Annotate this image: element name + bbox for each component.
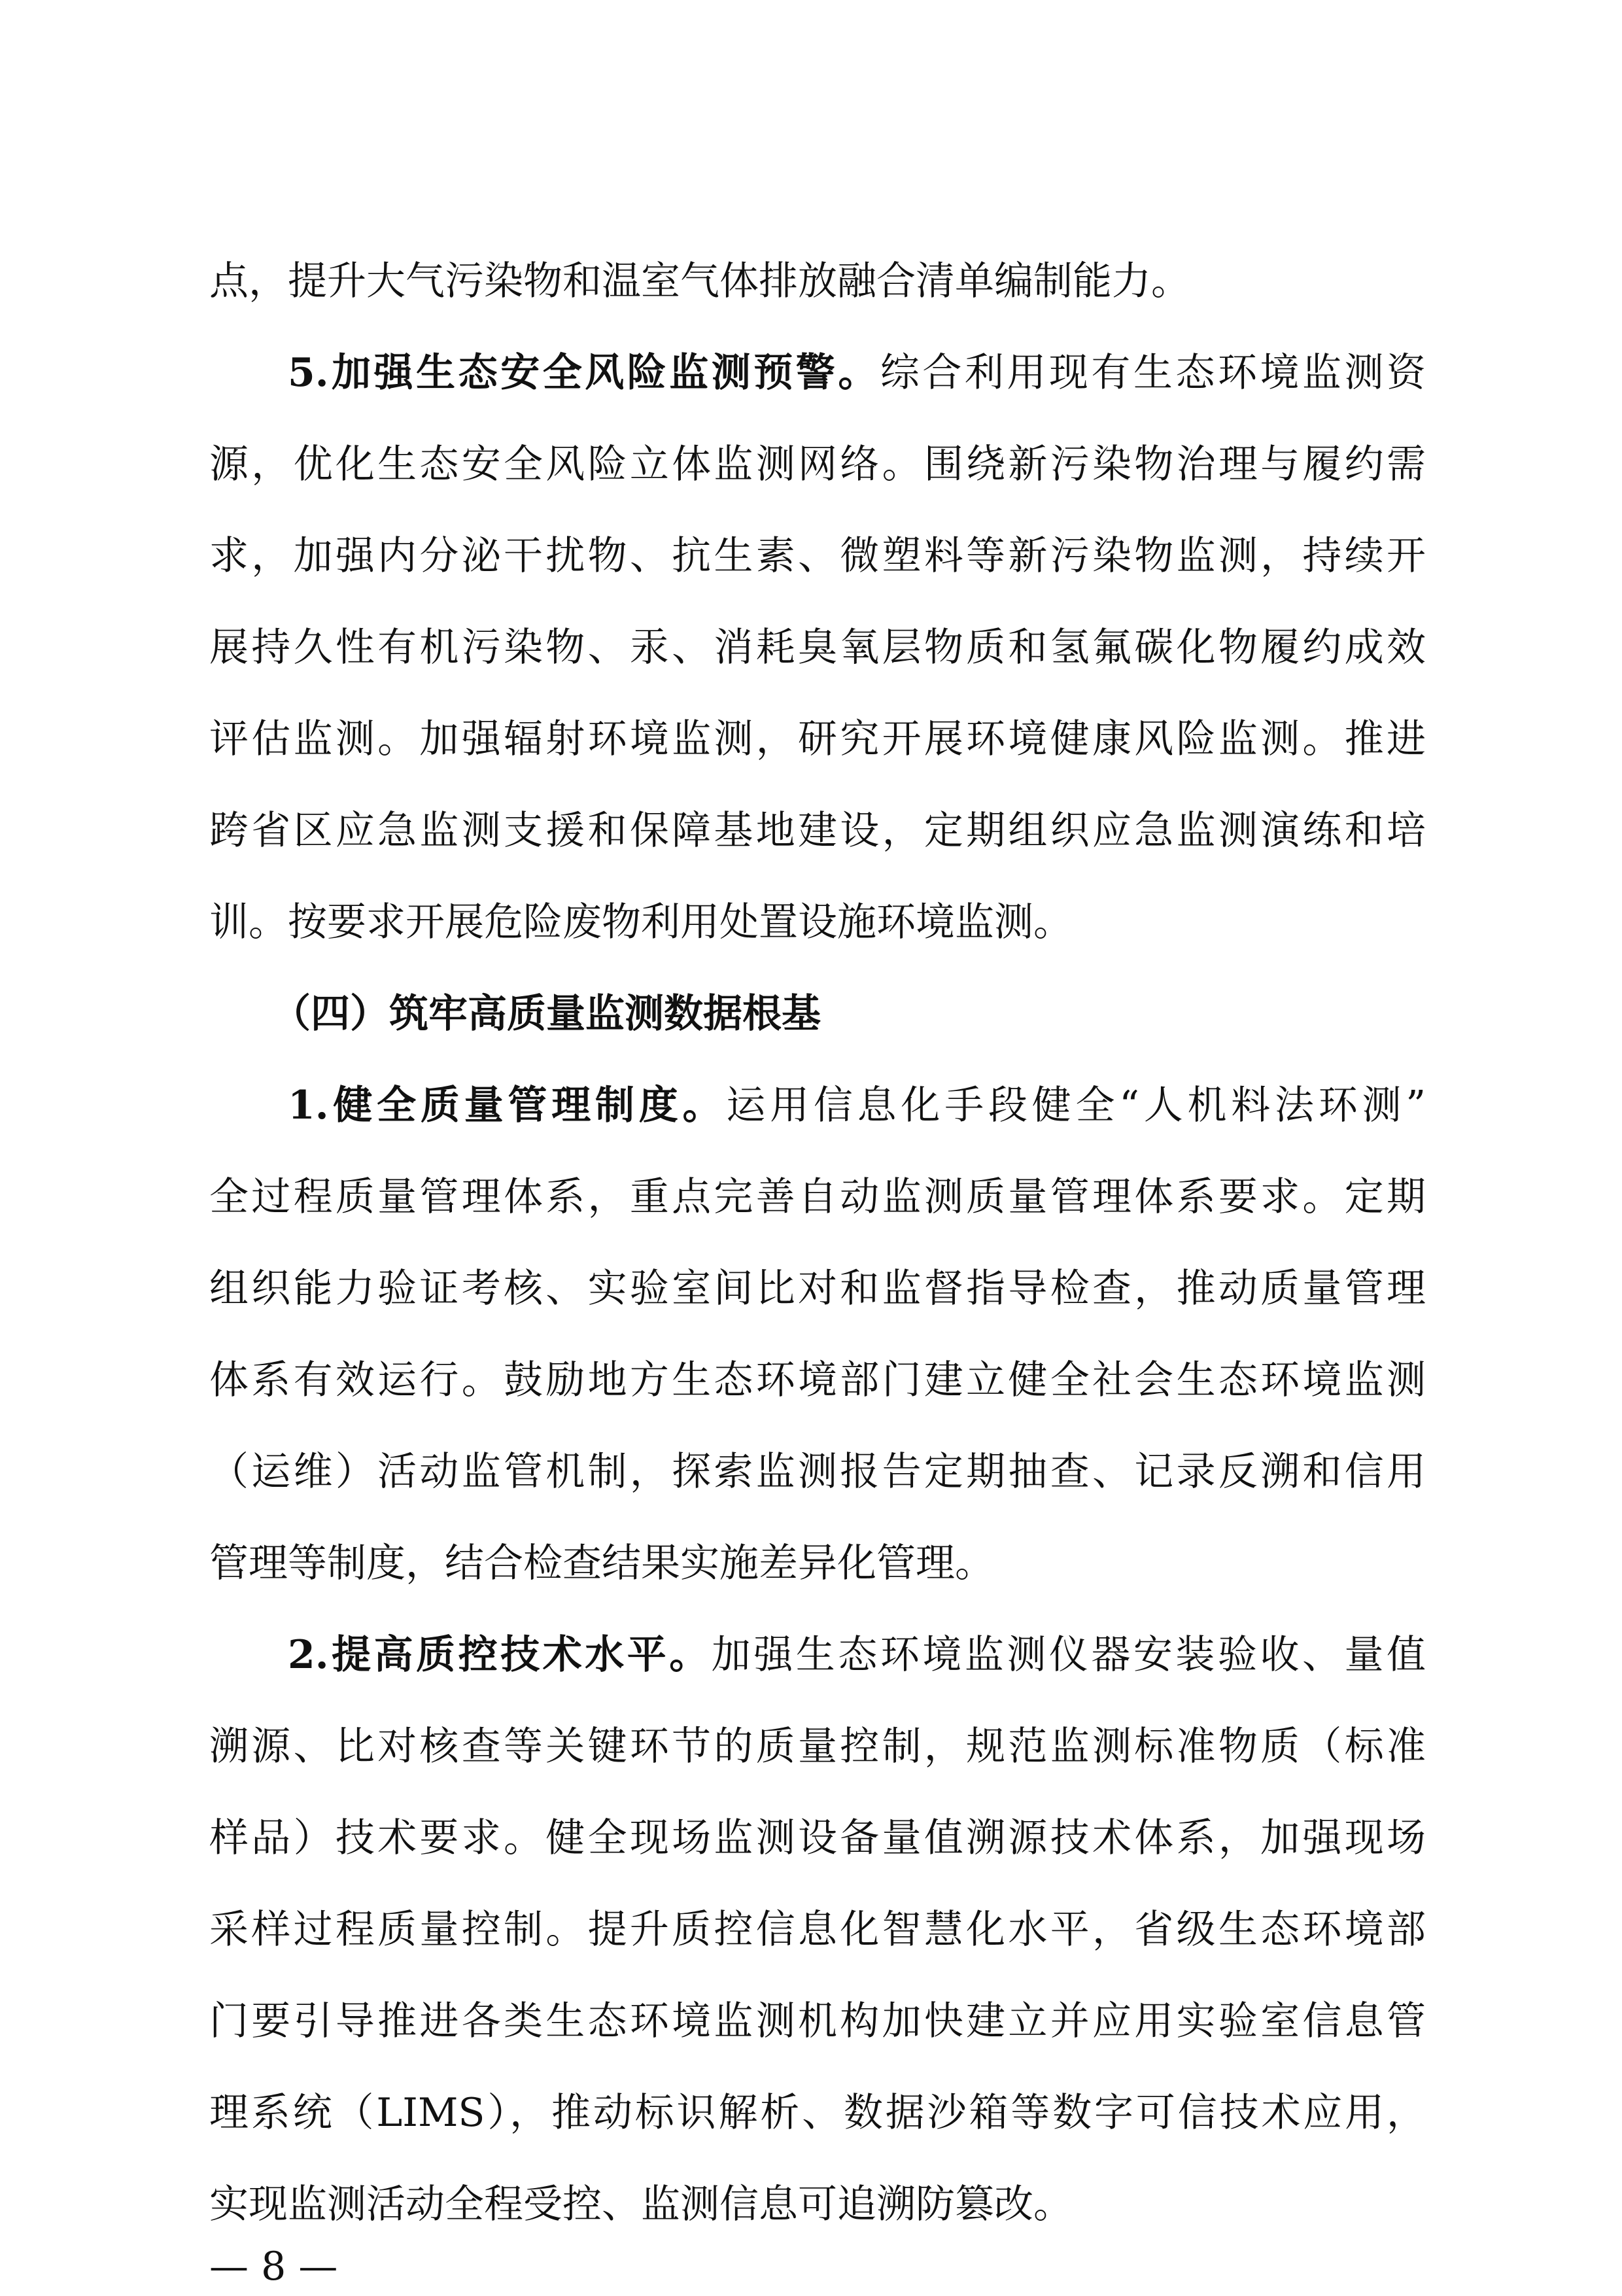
text-line: 管理等制度，结合检查结果实施差异化管理。	[209, 1540, 994, 1586]
text-line: 体系有效运行。鼓励地方生态环境部门建立健全社会生态环境监测	[209, 1357, 1426, 1403]
text-line: 训。按要求开展危险废物利用处置设施环境监测。	[209, 899, 1073, 945]
text-line: 源，优化生态安全风险立体监测网络。围绕新污染物治理与履约需	[209, 442, 1426, 487]
text-line: 样品）技术要求。健全现场监测设备量值溯源技术体系，加强现场	[209, 1815, 1426, 1861]
text-line: 评估监测。加强辐射环境监测，研究开展环境健康风险监测。推进	[209, 716, 1426, 762]
paragraph-1-first-line	[209, 1060, 1426, 1151]
text-line: 实现监测活动全程受控、监测信息可追溯防篡改。	[209, 2182, 1073, 2227]
paragraph-heading: 5.加强生态安全风险监测预警。	[288, 350, 880, 396]
text-line: 求，加强内分泌干扰物、抗生素、微塑料等新污染物监测，持续开	[209, 533, 1426, 579]
text-line: 理系统（LIMS），推动标识解析、数据沙箱等数字可信技术应用，	[209, 2090, 1426, 2136]
text-line: 跨省区应急监测支援和保障基地建设，定期组织应急监测演练和培	[209, 808, 1426, 854]
text-line: （运维）活动监管机制，探索监测报告定期抽查、记录反溯和信用	[209, 1449, 1426, 1495]
page-number: — 8 —	[209, 2244, 338, 2289]
paragraph-2-first-line	[209, 1609, 1426, 1701]
text-line: 门要引导推进各类生态环境监测机构加快建立并应用实验室信息管	[209, 1998, 1426, 2044]
text-line: 展持久性有机污染物、汞、消耗臭氧层物质和氢氟碳化物履约成效	[209, 625, 1426, 670]
text-line: 溯源、比对核查等关键环节的质量控制，规范监测标准物质（标准	[209, 1724, 1426, 1769]
text-run: 运用信息化手段健全“人机料法环测”	[726, 1083, 1426, 1128]
text-line: 组织能力验证考核、实验室间比对和监督指导检查，推动质量管理	[209, 1266, 1426, 1312]
text-run: 加强生态环境监测仪器安装验收、量值	[711, 1632, 1426, 1678]
section-heading: （四）筑牢高质量监测数据根基	[271, 991, 821, 1037]
text-line: 采样过程质量控制。提升质控信息化智慧化水平，省级生态环境部	[209, 1907, 1426, 1953]
paragraph-heading: 2.提高质控技术水平。	[288, 1632, 712, 1678]
paragraph-heading: 1.健全质量管理制度。	[288, 1083, 727, 1128]
text-line: 点，提升大气污染物和温室气体排放融合清单编制能力。	[209, 258, 1190, 304]
paragraph-5-first-line	[209, 327, 1426, 419]
text-line: 全过程质量管理体系，重点完善自动监测质量管理体系要求。定期	[209, 1174, 1426, 1220]
text-run: 综合利用现有生态环境监测资	[880, 350, 1426, 396]
